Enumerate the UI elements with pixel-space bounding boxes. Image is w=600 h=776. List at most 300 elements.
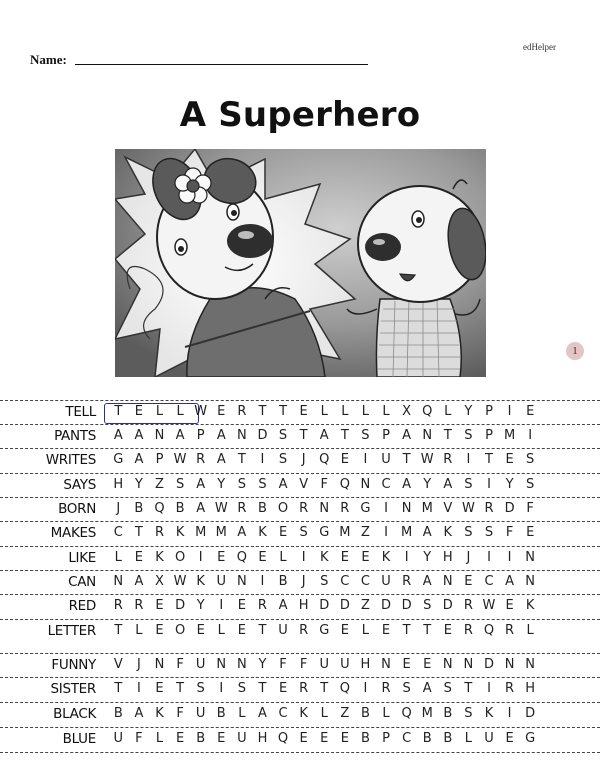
grid-letter[interactable]: A — [278, 477, 288, 492]
grid-letter[interactable]: F — [279, 657, 287, 672]
grid-letter[interactable]: E — [175, 731, 185, 746]
grid-letter[interactable]: L — [341, 404, 349, 419]
grid-letter[interactable]: I — [219, 598, 224, 613]
grid-letter[interactable]: S — [484, 525, 494, 540]
grid-letter[interactable]: K — [196, 574, 205, 589]
grid-letter[interactable]: L — [135, 623, 143, 638]
grid-letter[interactable]: N — [236, 428, 247, 443]
grid-letter[interactable]: E — [196, 623, 205, 638]
grid-letter[interactable]: X — [155, 574, 164, 589]
grid-letter[interactable]: G — [525, 731, 536, 746]
grid-letter[interactable]: I — [301, 550, 306, 565]
grid-letter[interactable]: E — [443, 623, 452, 638]
grid-letter[interactable]: L — [176, 404, 184, 419]
grid-letter[interactable]: L — [217, 623, 225, 638]
grid-letter[interactable]: G — [113, 452, 124, 467]
grid-letter[interactable]: D — [381, 598, 392, 613]
grid-letter[interactable]: L — [361, 623, 370, 638]
grid-letter[interactable]: N — [236, 657, 247, 672]
grid-letter[interactable]: A — [402, 428, 412, 443]
grid-letter[interactable]: Y — [464, 404, 473, 419]
grid-letter[interactable]: S — [443, 681, 452, 696]
grid-letter[interactable]: T — [114, 623, 123, 638]
grid-letter[interactable]: R — [381, 681, 391, 696]
grid-letter[interactable]: R — [463, 598, 473, 613]
grid-letter[interactable]: Q — [236, 550, 247, 565]
grid-letter[interactable]: U — [278, 623, 288, 638]
grid-letter[interactable]: R — [299, 623, 309, 638]
grid-letter[interactable]: A — [134, 706, 144, 721]
grid-letter[interactable]: E — [155, 623, 164, 638]
grid-letter[interactable]: I — [487, 681, 491, 696]
grid-letter[interactable]: N — [381, 657, 391, 672]
grid-letter[interactable]: W — [214, 501, 228, 516]
grid-letter[interactable]: E — [217, 404, 226, 419]
grid-letter[interactable]: T — [258, 404, 267, 419]
grid-letter[interactable]: A — [216, 428, 226, 443]
grid-letter[interactable]: E — [340, 452, 349, 467]
grid-letter[interactable]: X — [402, 404, 412, 419]
grid-letter[interactable]: Q — [401, 706, 412, 721]
grid-letter[interactable]: K — [155, 706, 164, 721]
grid-letter[interactable]: T — [114, 404, 123, 419]
grid-letter[interactable]: R — [237, 501, 247, 516]
grid-letter[interactable]: E — [217, 731, 226, 746]
grid-letter[interactable]: L — [464, 731, 473, 746]
grid-letter[interactable]: R — [484, 501, 494, 516]
grid-letter[interactable]: E — [237, 598, 246, 613]
grid-letter[interactable]: L — [320, 706, 328, 721]
grid-letter[interactable]: J — [301, 452, 306, 467]
grid-letter[interactable]: Y — [196, 598, 205, 613]
grid-letter[interactable]: W — [420, 452, 434, 467]
grid-letter[interactable]: I — [487, 477, 491, 492]
grid-letter[interactable]: J — [466, 550, 471, 565]
grid-letter[interactable]: T — [464, 681, 473, 696]
grid-letter[interactable]: N — [154, 657, 165, 672]
grid-letter[interactable]: O — [277, 501, 289, 516]
grid-letter[interactable]: L — [526, 623, 534, 638]
grid-letter[interactable]: D — [504, 501, 515, 516]
grid-letter[interactable]: W — [194, 404, 208, 419]
grid-letter[interactable]: P — [196, 428, 205, 443]
grid-letter[interactable]: U — [195, 657, 206, 672]
grid-letter[interactable]: R — [463, 623, 473, 638]
grid-letter[interactable]: D — [442, 598, 453, 613]
grid-letter[interactable]: N — [504, 657, 515, 672]
grid-letter[interactable]: F — [526, 501, 534, 516]
grid-letter[interactable]: B — [196, 731, 206, 746]
grid-letter[interactable]: E — [237, 623, 246, 638]
grid-letter[interactable]: U — [319, 657, 329, 672]
grid-letter[interactable]: C — [402, 731, 412, 746]
grid-letter[interactable]: F — [299, 657, 308, 672]
grid-letter[interactable]: I — [528, 428, 533, 443]
grid-letter[interactable]: E — [423, 657, 432, 672]
grid-letter[interactable]: S — [464, 428, 473, 443]
grid-letter[interactable]: S — [320, 574, 329, 589]
grid-letter[interactable]: U — [340, 657, 350, 672]
grid-letter[interactable]: T — [402, 623, 411, 638]
divider — [0, 473, 600, 474]
grid-letter[interactable]: L — [361, 404, 370, 419]
grid-letter[interactable]: M — [401, 525, 413, 540]
grid-letter[interactable]: B — [443, 706, 453, 721]
grid-letter[interactable]: K — [319, 550, 329, 565]
grid-letter[interactable]: Q — [339, 681, 350, 696]
grid-letter[interactable]: T — [340, 428, 349, 443]
grid-letter[interactable]: A — [422, 525, 432, 540]
grid-letter[interactable]: A — [196, 477, 206, 492]
grid-letter[interactable]: T — [485, 452, 493, 467]
grid-letter[interactable]: Y — [423, 477, 432, 492]
grid-letter[interactable]: A — [196, 501, 206, 516]
puzzle-row — [0, 677, 600, 701]
grid-letter[interactable]: S — [258, 477, 267, 492]
grid-letter[interactable]: Y — [423, 550, 432, 565]
grid-letter[interactable]: P — [485, 404, 493, 419]
grid-letter[interactable]: T — [443, 428, 452, 443]
grid-letter[interactable]: I — [136, 681, 141, 696]
grid-letter[interactable]: W — [482, 598, 496, 613]
grid-letter[interactable]: E — [526, 404, 535, 419]
grid-letter[interactable]: S — [464, 525, 473, 540]
grid-letter[interactable]: S — [526, 452, 535, 467]
grid-letter[interactable]: I — [260, 574, 265, 589]
grid-letter[interactable]: N — [525, 574, 536, 589]
grid-letter[interactable]: E — [505, 452, 514, 467]
grid-letter[interactable]: I — [404, 550, 409, 565]
grid-letter[interactable]: Z — [340, 706, 350, 721]
grid-letter[interactable]: D — [319, 598, 330, 613]
grid-letter[interactable]: B — [257, 501, 267, 516]
grid-letter[interactable]: L — [238, 706, 246, 721]
divider — [0, 653, 600, 654]
grid-letter[interactable]: R — [196, 452, 206, 467]
grid-letter[interactable]: I — [363, 452, 368, 467]
grid-letter[interactable]: N — [113, 574, 124, 589]
grid-letter[interactable]: I — [507, 706, 512, 721]
grid-letter[interactable]: C — [340, 574, 350, 589]
grid-letter[interactable]: M — [215, 525, 227, 540]
grid-letter[interactable]: E — [402, 657, 411, 672]
grid-letter[interactable]: I — [384, 525, 388, 540]
grid-letter[interactable]: A — [258, 706, 267, 721]
grid-letter[interactable]: G — [319, 623, 330, 638]
grid-letter[interactable]: I — [363, 681, 368, 696]
grid-letter[interactable]: N — [216, 657, 227, 672]
grid-letter[interactable]: K — [258, 525, 267, 540]
grid-letter[interactable]: Q — [154, 501, 165, 516]
grid-letter[interactable]: D — [175, 598, 186, 613]
grid-letter[interactable]: R — [340, 501, 350, 516]
grid-letter[interactable]: Q — [422, 404, 433, 419]
grid-letter[interactable]: S — [464, 477, 473, 492]
grid-letter[interactable]: K — [155, 550, 164, 565]
grid-letter[interactable]: B — [278, 574, 288, 589]
grid-letter[interactable]: Q — [277, 731, 289, 746]
grid-letter[interactable]: E — [258, 550, 267, 565]
grid-letter[interactable]: H — [298, 598, 309, 613]
grid-letter[interactable]: F — [320, 477, 328, 492]
grid-letter[interactable]: E — [381, 623, 391, 638]
grid-letter[interactable]: W — [461, 501, 475, 516]
grid-letter[interactable]: T — [114, 681, 123, 696]
grid-letter[interactable]: N — [422, 428, 433, 443]
grid-letter[interactable]: H — [442, 550, 453, 565]
grid-letter[interactable]: S — [526, 477, 535, 492]
grid-letter[interactable]: Q — [339, 477, 350, 492]
grid-letter[interactable]: A — [278, 598, 288, 613]
grid-letter[interactable]: T — [176, 681, 185, 696]
grid-letter[interactable]: Q — [319, 452, 330, 467]
grid-letter[interactable]: O — [174, 550, 186, 565]
grid-letter[interactable]: K — [299, 706, 308, 721]
grid-letter[interactable]: M — [503, 428, 516, 443]
grid-letter[interactable]: E — [526, 525, 535, 540]
grid-letter[interactable]: K — [381, 550, 391, 565]
grid-letter[interactable]: R — [113, 598, 123, 613]
grid-letter[interactable]: L — [382, 706, 390, 721]
grid-letter[interactable]: S — [237, 681, 246, 696]
grid-letter[interactable]: T — [402, 452, 411, 467]
grid-letter[interactable]: B — [175, 501, 185, 516]
grid-letter[interactable]: F — [176, 657, 184, 672]
grid-letter[interactable]: R — [134, 598, 144, 613]
grid-letter[interactable]: S — [278, 452, 288, 467]
grid-letter[interactable]: N — [442, 657, 453, 672]
grid-letter[interactable]: O — [174, 623, 186, 638]
grid-letter[interactable]: F — [135, 731, 143, 746]
grid-letter[interactable]: N — [463, 657, 474, 672]
grid-letter[interactable]: B — [134, 501, 144, 516]
grid-letter[interactable]: T — [258, 681, 267, 696]
grid-letter[interactable]: L — [155, 731, 164, 746]
grid-letter[interactable]: N — [236, 574, 247, 589]
grid-letter[interactable]: V — [443, 501, 453, 516]
grid-letter[interactable]: U — [113, 731, 124, 746]
grid-letter[interactable]: E — [278, 681, 288, 696]
grid-letter[interactable]: N — [442, 574, 453, 589]
grid-letter[interactable]: A — [422, 574, 432, 589]
grid-letter[interactable]: Y — [134, 477, 143, 492]
grid-letter[interactable]: T — [258, 623, 267, 638]
grid-letter[interactable]: R — [237, 404, 247, 419]
grid-letter[interactable]: I — [260, 452, 265, 467]
grid-letter[interactable]: E — [299, 404, 308, 419]
grid-letter[interactable]: U — [216, 574, 227, 589]
grid-letter[interactable]: W — [173, 452, 187, 467]
grid-letter[interactable]: R — [154, 525, 164, 540]
grid-letter[interactable]: B — [443, 731, 453, 746]
grid-letter[interactable]: M — [339, 525, 351, 540]
grid-letter[interactable]: G — [360, 501, 371, 516]
grid-letter[interactable]: T — [279, 404, 288, 419]
grid-letter[interactable]: T — [320, 681, 329, 696]
grid-letter[interactable]: A — [443, 477, 453, 492]
grid-letter[interactable]: D — [339, 598, 350, 613]
grid-letter[interactable]: F — [176, 706, 184, 721]
grid-letter[interactable]: K — [443, 525, 453, 540]
grid-letter[interactable]: A — [175, 428, 185, 443]
grid-letter[interactable]: E — [505, 598, 514, 613]
grid-letter[interactable]: I — [219, 681, 224, 696]
grid-letter[interactable]: A — [237, 525, 247, 540]
grid-letter[interactable]: L — [155, 404, 164, 419]
grid-letter[interactable]: Z — [360, 598, 370, 613]
grid-letter[interactable]: J — [301, 574, 306, 589]
grid-letter[interactable]: P — [155, 452, 164, 467]
grid-letter[interactable]: H — [360, 657, 371, 672]
grid-letter[interactable]: D — [257, 428, 268, 443]
grid-letter[interactable]: S — [464, 706, 473, 721]
grid-letter[interactable]: U — [195, 706, 206, 721]
grid-letter[interactable]: C — [278, 706, 288, 721]
grid-letter[interactable]: S — [196, 681, 205, 696]
grid-letter[interactable]: E — [340, 550, 349, 565]
grid-letter[interactable]: T — [299, 428, 308, 443]
grid-letter[interactable]: N — [360, 477, 371, 492]
grid-letter[interactable]: E — [361, 550, 370, 565]
grid-letter[interactable]: L — [114, 550, 122, 565]
grid-letter[interactable]: T — [134, 525, 143, 540]
grid-letter[interactable]: C — [360, 574, 370, 589]
grid-letter[interactable]: R — [402, 574, 412, 589]
grid-letter[interactable]: R — [257, 598, 267, 613]
grid-letter[interactable]: E — [217, 550, 226, 565]
grid-letter[interactable]: M — [421, 501, 433, 516]
grid-letter[interactable]: E — [340, 731, 349, 746]
grid-letter[interactable]: I — [507, 404, 512, 419]
grid-letter[interactable]: W — [173, 574, 187, 589]
grid-letter[interactable]: A — [505, 574, 515, 589]
grid-letter[interactable]: N — [319, 501, 330, 516]
grid-letter[interactable]: K — [525, 598, 535, 613]
grid-letter[interactable]: L — [279, 550, 287, 565]
grid-letter[interactable]: A — [402, 477, 412, 492]
grid-letter[interactable]: S — [402, 681, 411, 696]
grid-letter[interactable]: E — [155, 598, 164, 613]
grid-letter[interactable]: K — [484, 706, 494, 721]
grid-letter[interactable]: Y — [258, 657, 267, 672]
grid-letter[interactable]: E — [464, 574, 473, 589]
grid-letter[interactable]: B — [360, 731, 370, 746]
grid-letter[interactable]: A — [134, 574, 144, 589]
grid-letter[interactable]: Q — [483, 623, 495, 638]
grid-letter[interactable]: Z — [155, 477, 164, 492]
grid-letter[interactable]: I — [198, 550, 203, 565]
grid-letter[interactable]: K — [175, 525, 185, 540]
grid-letter[interactable]: A — [216, 452, 226, 467]
grid-letter[interactable]: B — [216, 706, 226, 721]
grid-letter[interactable]: U — [381, 574, 391, 589]
grid-letter[interactable]: P — [382, 428, 390, 443]
grid-letter[interactable]: E — [155, 681, 164, 696]
grid-letter[interactable]: V — [113, 657, 123, 672]
grid-letter[interactable]: S — [237, 477, 246, 492]
grid-letter[interactable]: L — [320, 404, 328, 419]
grid-letter[interactable]: A — [422, 681, 432, 696]
grid-letter[interactable]: B — [422, 731, 432, 746]
grid-letter[interactable]: M — [195, 525, 207, 540]
grid-letter[interactable]: H — [113, 477, 124, 492]
grid-letter[interactable]: E — [278, 525, 288, 540]
grid-letter[interactable]: U — [237, 731, 247, 746]
letter-row — [108, 452, 540, 467]
grid-letter[interactable]: V — [299, 477, 309, 492]
grid-letter[interactable]: A — [134, 452, 144, 467]
grid-letter[interactable]: I — [507, 550, 512, 565]
grid-letter[interactable]: E — [134, 550, 143, 565]
grid-letter[interactable]: S — [423, 598, 432, 613]
grid-letter[interactable]: A — [134, 428, 144, 443]
grid-letter[interactable]: E — [299, 731, 308, 746]
grid-letter[interactable]: N — [154, 428, 165, 443]
grid-letter[interactable]: P — [382, 731, 390, 746]
grid-letter[interactable]: T — [423, 623, 432, 638]
grid-letter[interactable]: U — [484, 731, 494, 746]
grid-letter[interactable]: Y — [217, 477, 226, 492]
grid-letter[interactable]: I — [384, 501, 388, 516]
grid-letter[interactable]: N — [401, 501, 412, 516]
grid-letter[interactable]: D — [483, 657, 494, 672]
grid-letter[interactable]: S — [278, 428, 288, 443]
grid-letter[interactable]: T — [237, 452, 246, 467]
name-field-line[interactable] — [75, 64, 368, 65]
grid-letter[interactable]: C — [113, 525, 123, 540]
grid-letter[interactable]: Z — [360, 525, 370, 540]
grid-letter[interactable]: J — [116, 501, 121, 516]
grid-letter[interactable]: D — [525, 706, 536, 721]
grid-letter[interactable]: A — [319, 428, 329, 443]
grid-letter[interactable]: S — [175, 477, 185, 492]
grid-letter[interactable]: I — [466, 452, 471, 467]
grid-letter[interactable]: S — [299, 525, 308, 540]
grid-letter[interactable]: E — [505, 731, 514, 746]
grid-letter[interactable]: C — [381, 477, 391, 492]
grid-letter[interactable]: R — [299, 501, 309, 516]
grid-letter[interactable]: D — [401, 598, 412, 613]
grid-letter[interactable]: E — [340, 623, 349, 638]
grid-letter[interactable]: R — [443, 452, 453, 467]
grid-letter[interactable]: F — [505, 525, 514, 540]
grid-letter[interactable]: N — [525, 550, 536, 565]
grid-letter[interactable]: C — [484, 574, 494, 589]
grid-letter[interactable]: R — [505, 681, 515, 696]
grid-letter[interactable]: A — [113, 428, 123, 443]
grid-letter[interactable]: E — [320, 731, 329, 746]
grid-letter[interactable]: B — [360, 706, 370, 721]
grid-letter[interactable]: J — [136, 657, 141, 672]
grid-letter[interactable]: N — [525, 657, 536, 672]
grid-letter[interactable]: I — [487, 550, 491, 565]
grid-letter[interactable]: H — [257, 731, 268, 746]
grid-letter[interactable]: E — [134, 404, 143, 419]
grid-letter[interactable]: P — [485, 428, 493, 443]
grid-letter[interactable]: S — [361, 428, 370, 443]
grid-letter[interactable]: H — [525, 681, 536, 696]
grid-letter[interactable]: L — [444, 404, 452, 419]
grid-letter[interactable]: L — [382, 404, 390, 419]
grid-letter[interactable]: U — [381, 452, 391, 467]
grid-letter[interactable]: Y — [505, 477, 514, 492]
letter-row — [108, 623, 540, 638]
grid-letter[interactable]: B — [113, 706, 123, 721]
grid-letter[interactable]: R — [505, 623, 515, 638]
grid-letter[interactable]: R — [299, 681, 309, 696]
grid-letter[interactable]: M — [421, 706, 433, 721]
grid-letter[interactable]: G — [319, 525, 330, 540]
